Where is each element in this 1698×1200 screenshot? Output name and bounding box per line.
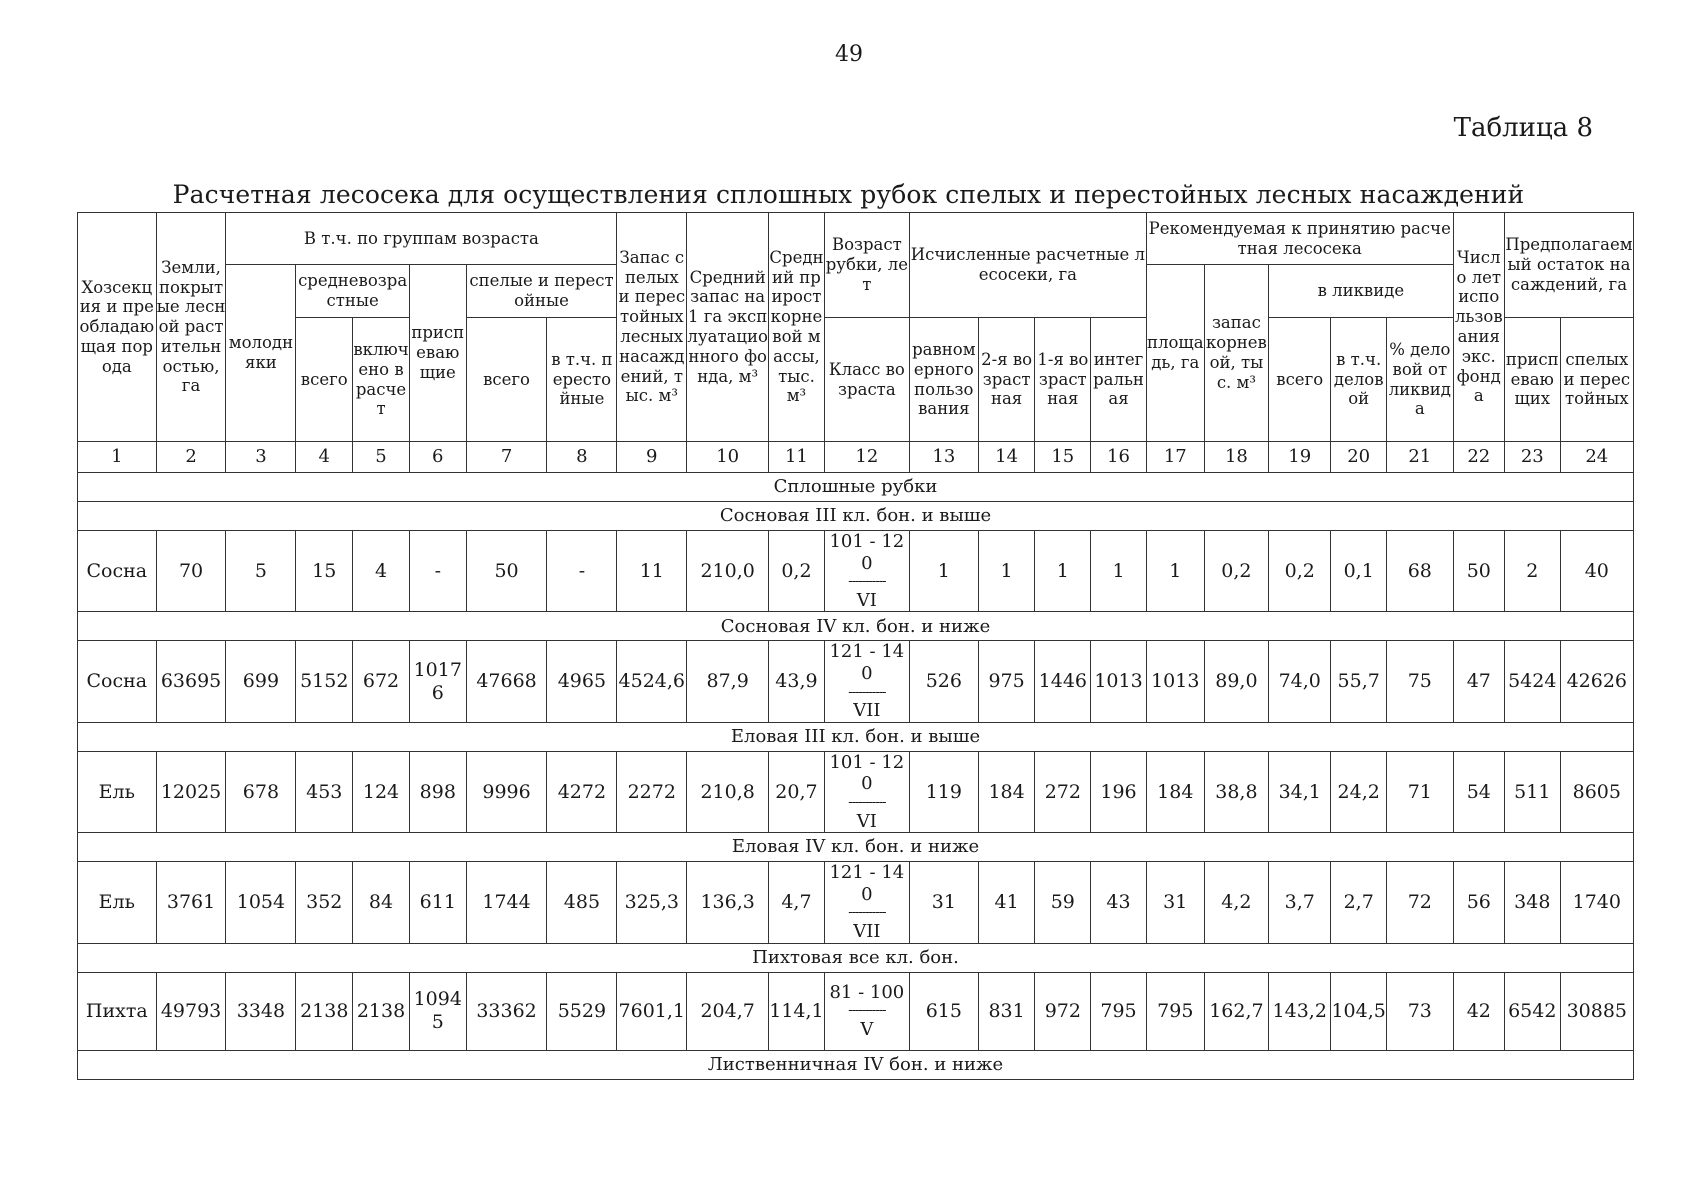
table-cell: 1 (978, 531, 1035, 612)
table-cell: 975 (978, 641, 1035, 722)
table-cell: 2,7 (1331, 862, 1387, 943)
column-number-cell: 5 (353, 442, 410, 473)
header-section-species: Хозсекция и преобладающая порода (78, 213, 157, 442)
header-liquid: в ликвиде (1269, 265, 1454, 318)
column-number-cell: 10 (687, 442, 769, 473)
header-mid-included: включено в расчет (353, 318, 410, 442)
section-label: Сосновая IV кл. бон. и ниже (78, 612, 1634, 641)
table-cell: 1446 (1035, 641, 1091, 722)
age-cell (824, 862, 909, 943)
table-row (78, 862, 1634, 943)
table-cell: 162,7 (1204, 972, 1268, 1050)
table-cell: 4524,6 (617, 641, 687, 722)
table-cell: 42 (1453, 972, 1504, 1050)
header-forested-land: Земли, покрытые лесной растительностью, га (156, 213, 226, 442)
table-cell: 31 (909, 862, 978, 943)
table-cell: 272 (1035, 751, 1091, 832)
column-number-cell: 23 (1504, 442, 1560, 473)
table-cell: 41 (978, 862, 1035, 943)
table-cell: 972 (1035, 972, 1091, 1050)
header-premature: приспевающие (409, 265, 466, 442)
column-number-cell: 1 (78, 442, 157, 473)
column-number-cell: 12 (824, 442, 909, 473)
column-number-cell: 7 (466, 442, 547, 473)
table-cell: 4965 (547, 641, 617, 722)
table-cell: 43,9 (769, 641, 825, 722)
cutting-age: 121 - 140 (829, 641, 905, 684)
column-number-cell: 9 (617, 442, 687, 473)
header-middle-aged: средневозрастные (296, 265, 410, 318)
column-number-cell: 8 (547, 442, 617, 473)
table-cell: 124 (353, 751, 410, 832)
table-cell: 2272 (617, 751, 687, 832)
table-cell: 4,7 (769, 862, 825, 943)
table-cell: 1013 (1091, 641, 1147, 722)
species-cell: Ель (78, 751, 157, 832)
table-cell: 63695 (156, 641, 226, 722)
table-cell: 43 (1091, 862, 1147, 943)
age-class: V (860, 1018, 874, 1040)
table-cell: 4272 (547, 751, 617, 832)
table-cell: 0,2 (769, 531, 825, 612)
age-class: VI (856, 810, 877, 832)
header-first-age: 1-я возрастная (1035, 318, 1091, 442)
column-number-cell: 6 (409, 442, 466, 473)
table-cell: 699 (226, 641, 296, 722)
table-cell: 1 (1146, 531, 1204, 612)
table-cell: 795 (1146, 972, 1204, 1050)
column-number-cell: 4 (296, 442, 353, 473)
table-cell: - (547, 531, 617, 612)
table-cell: 2138 (296, 972, 353, 1050)
column-number-cell: 13 (909, 442, 978, 473)
column-number-row (78, 442, 1634, 473)
species-cell: Сосна (78, 641, 157, 722)
table-cell: 71 (1387, 751, 1454, 832)
header-mature: спелые и перестойные (466, 265, 617, 318)
table-cell: 1 (909, 531, 978, 612)
header-mid-total: всего (296, 318, 353, 442)
table-cell: 3,7 (1269, 862, 1331, 943)
table-cell: 5 (226, 531, 296, 612)
table-cell: 1054 (226, 862, 296, 943)
cutting-age: 101 - 120 (829, 751, 905, 795)
table-cell: 325,3 (617, 862, 687, 943)
table-cell: 89,0 (1204, 641, 1268, 722)
header-cutting-age: Возраст рубки, лет (824, 213, 909, 318)
column-number-cell: 22 (1453, 442, 1504, 473)
section-label: Лиственничная IV бон. и ниже (78, 1050, 1634, 1079)
table-cell: 114,1 (769, 972, 825, 1050)
section-label: Еловая III кл. бон. и выше (78, 722, 1634, 751)
table-cell: 511 (1504, 751, 1560, 832)
header-integral: интегральная (1091, 318, 1147, 442)
table-cell: 210,0 (687, 531, 769, 612)
table-cell: 143,2 (1269, 972, 1331, 1050)
table-cell: 2 (1504, 531, 1560, 612)
age-class: VII (853, 700, 881, 722)
header-avg-stock: Средний запас на 1 га эксплуатационного фонда, м³ (687, 213, 769, 442)
column-number-cell: 15 (1035, 442, 1091, 473)
table-cell: 0,2 (1269, 531, 1331, 612)
table-cell: 56 (1453, 862, 1504, 943)
table-cell: 50 (466, 531, 547, 612)
table-cell: 84 (353, 862, 410, 943)
table-cell: 3348 (226, 972, 296, 1050)
table-row (78, 531, 1634, 612)
header-second-age: 2-я возрастная (978, 318, 1035, 442)
header-avg-growth: Средний прирост корневой массы, тыс. м³ (769, 213, 825, 442)
table-cell: 485 (547, 862, 617, 943)
header-liquid-total: всего (1269, 318, 1331, 442)
page-number: 49 (835, 42, 863, 67)
table-cell: 898 (409, 751, 466, 832)
table-cell: 184 (978, 751, 1035, 832)
header-area: площадь, га (1146, 265, 1204, 442)
table-cell: 3761 (156, 862, 226, 943)
cutting-area-table (77, 212, 1634, 1080)
table-cell: 59 (1035, 862, 1091, 943)
table-cell: 672 (353, 641, 410, 722)
header-mature-total: всего (466, 318, 547, 442)
table-cell: 136,3 (687, 862, 769, 943)
column-number-cell: 11 (769, 442, 825, 473)
table-cell: 1 (1035, 531, 1091, 612)
table-cell: 7601,1 (617, 972, 687, 1050)
age-cell (824, 641, 909, 722)
age-class: VII (853, 920, 881, 942)
table-cell: 87,9 (687, 641, 769, 722)
table-cell: 15 (296, 531, 353, 612)
table-cell: 5529 (547, 972, 617, 1050)
table-cell: 20,7 (769, 751, 825, 832)
table-cell: 119 (909, 751, 978, 832)
table-row (78, 751, 1634, 832)
table-cell: 204,7 (687, 972, 769, 1050)
header-business-pct: % деловой от ликвида (1387, 318, 1454, 442)
species-cell: Сосна (78, 531, 157, 612)
table-title: Расчетная лесосека для осуществления сплошных рубок спелых и перестойных лесных насаждений (172, 180, 1525, 209)
table-cell: 74,0 (1269, 641, 1331, 722)
table-cell: 24,2 (1331, 751, 1387, 832)
table-row (78, 641, 1634, 722)
header-young: молодняки (226, 265, 296, 442)
column-number-cell: 2 (156, 442, 226, 473)
table-cell: 70 (156, 531, 226, 612)
cutting-age: 101 - 120 (829, 531, 905, 574)
table-cell: 30885 (1560, 972, 1633, 1050)
table-cell: 104,5 (1331, 972, 1387, 1050)
header-remain-premature: приспевающих (1504, 318, 1560, 442)
table-cell: 73 (1387, 972, 1454, 1050)
table-cell: 10945 (409, 972, 466, 1050)
table-cell: 47668 (466, 641, 547, 722)
table-cell: 615 (909, 972, 978, 1050)
table-cell: 795 (1091, 972, 1147, 1050)
table-cell: 1 (1091, 531, 1147, 612)
table-cell: 5152 (296, 641, 353, 722)
table-label: Таблица 8 (1453, 113, 1593, 143)
column-number-cell: 20 (1331, 442, 1387, 473)
section-label: Сосновая III кл. бон. и выше (78, 502, 1634, 531)
table-cell: 196 (1091, 751, 1147, 832)
age-cell (824, 531, 909, 612)
column-number-cell: 17 (1146, 442, 1204, 473)
table-cell: 348 (1504, 862, 1560, 943)
table-cell: 453 (296, 751, 353, 832)
header-age-groups: В т.ч. по группам возраста (226, 213, 617, 265)
column-number-cell: 3 (226, 442, 296, 473)
table-cell: 31 (1146, 862, 1204, 943)
table-cell: 33362 (466, 972, 547, 1050)
table-cell: 526 (909, 641, 978, 722)
cutting-age: 81 - 100 (829, 981, 905, 1003)
cutting-age: 121 - 140 (829, 862, 905, 905)
column-number-cell: 16 (1091, 442, 1147, 473)
table-cell: 611 (409, 862, 466, 943)
clearcut-label: Сплошные рубки (78, 473, 1634, 502)
column-number-cell: 14 (978, 442, 1035, 473)
table-cell: 72 (1387, 862, 1454, 943)
table-cell: 11 (617, 531, 687, 612)
table-cell: 0,1 (1331, 531, 1387, 612)
table-cell: 55,7 (1331, 641, 1387, 722)
table-cell: 68 (1387, 531, 1454, 612)
table-cell: 8605 (1560, 751, 1633, 832)
age-separator: ----------- (848, 574, 886, 590)
age-separator: ----------- (848, 794, 886, 810)
age-separator: ----------- (848, 905, 886, 921)
column-number-cell: 24 (1560, 442, 1633, 473)
table-cell: 42626 (1560, 641, 1633, 722)
table-row (78, 972, 1634, 1050)
age-class: VI (856, 589, 877, 611)
column-number-cell: 18 (1204, 442, 1268, 473)
header-years-use: Число лет использования экс. фонда (1453, 213, 1504, 442)
section-label: Еловая IV кл. бон. и ниже (78, 833, 1634, 862)
table-cell: 12025 (156, 751, 226, 832)
table-cell: 38,8 (1204, 751, 1268, 832)
header-remaining: Предполагаемый остаток насаждений, га (1504, 213, 1633, 318)
section-label: Пихтовая все кл. бон. (78, 943, 1634, 972)
header-mature-stock: Запас спелых и перестойных лесных насаждений, тыс. м³ (617, 213, 687, 442)
table-cell: 6542 (1504, 972, 1560, 1050)
age-cell (824, 751, 909, 832)
table-cell: 49793 (156, 972, 226, 1050)
header-overmature: в т.ч. перестойные (547, 318, 617, 442)
table-cell: 4,2 (1204, 862, 1268, 943)
column-number-cell: 21 (1387, 442, 1454, 473)
age-separator: ----------- (848, 684, 886, 700)
age-cell (824, 972, 909, 1050)
header-recommended: Рекомендуемая к принятию расчетная лесосека (1146, 213, 1453, 265)
table-cell: 34,1 (1269, 751, 1331, 832)
table-cell: 10176 (409, 641, 466, 722)
table-cell: 9996 (466, 751, 547, 832)
column-number-cell: 19 (1269, 442, 1331, 473)
species-cell: Пихта (78, 972, 157, 1050)
table-cell: 831 (978, 972, 1035, 1050)
table-cell: 5424 (1504, 641, 1560, 722)
table-cell: 1744 (466, 862, 547, 943)
header-age-class: Класс возраста (824, 318, 909, 442)
table-cell: 0,2 (1204, 531, 1268, 612)
table-cell: 1740 (1560, 862, 1633, 943)
species-cell: Ель (78, 862, 157, 943)
table-cell: 54 (1453, 751, 1504, 832)
header-calculated-areas: Исчисленные расчетные лесосеки, га (909, 213, 1146, 318)
table-cell: 2138 (353, 972, 410, 1050)
table-cell: 40 (1560, 531, 1633, 612)
table-cell: 678 (226, 751, 296, 832)
table-cell: 47 (1453, 641, 1504, 722)
header-root-stock: запас корневой, тыс. м³ (1204, 265, 1268, 442)
header-remain-mature: спелых и перестойных (1560, 318, 1633, 442)
table-cell: 4 (353, 531, 410, 612)
header-liquid-business: в т.ч. деловой (1331, 318, 1387, 442)
header-uniform: равномерного пользования (909, 318, 978, 442)
table-cell: 352 (296, 862, 353, 943)
table-cell: 210,8 (687, 751, 769, 832)
age-separator: ----------- (848, 1003, 886, 1019)
table-cell: 50 (1453, 531, 1504, 612)
table-cell: 184 (1146, 751, 1204, 832)
table-cell: 75 (1387, 641, 1454, 722)
table-cell: 1013 (1146, 641, 1204, 722)
table-cell: - (409, 531, 466, 612)
